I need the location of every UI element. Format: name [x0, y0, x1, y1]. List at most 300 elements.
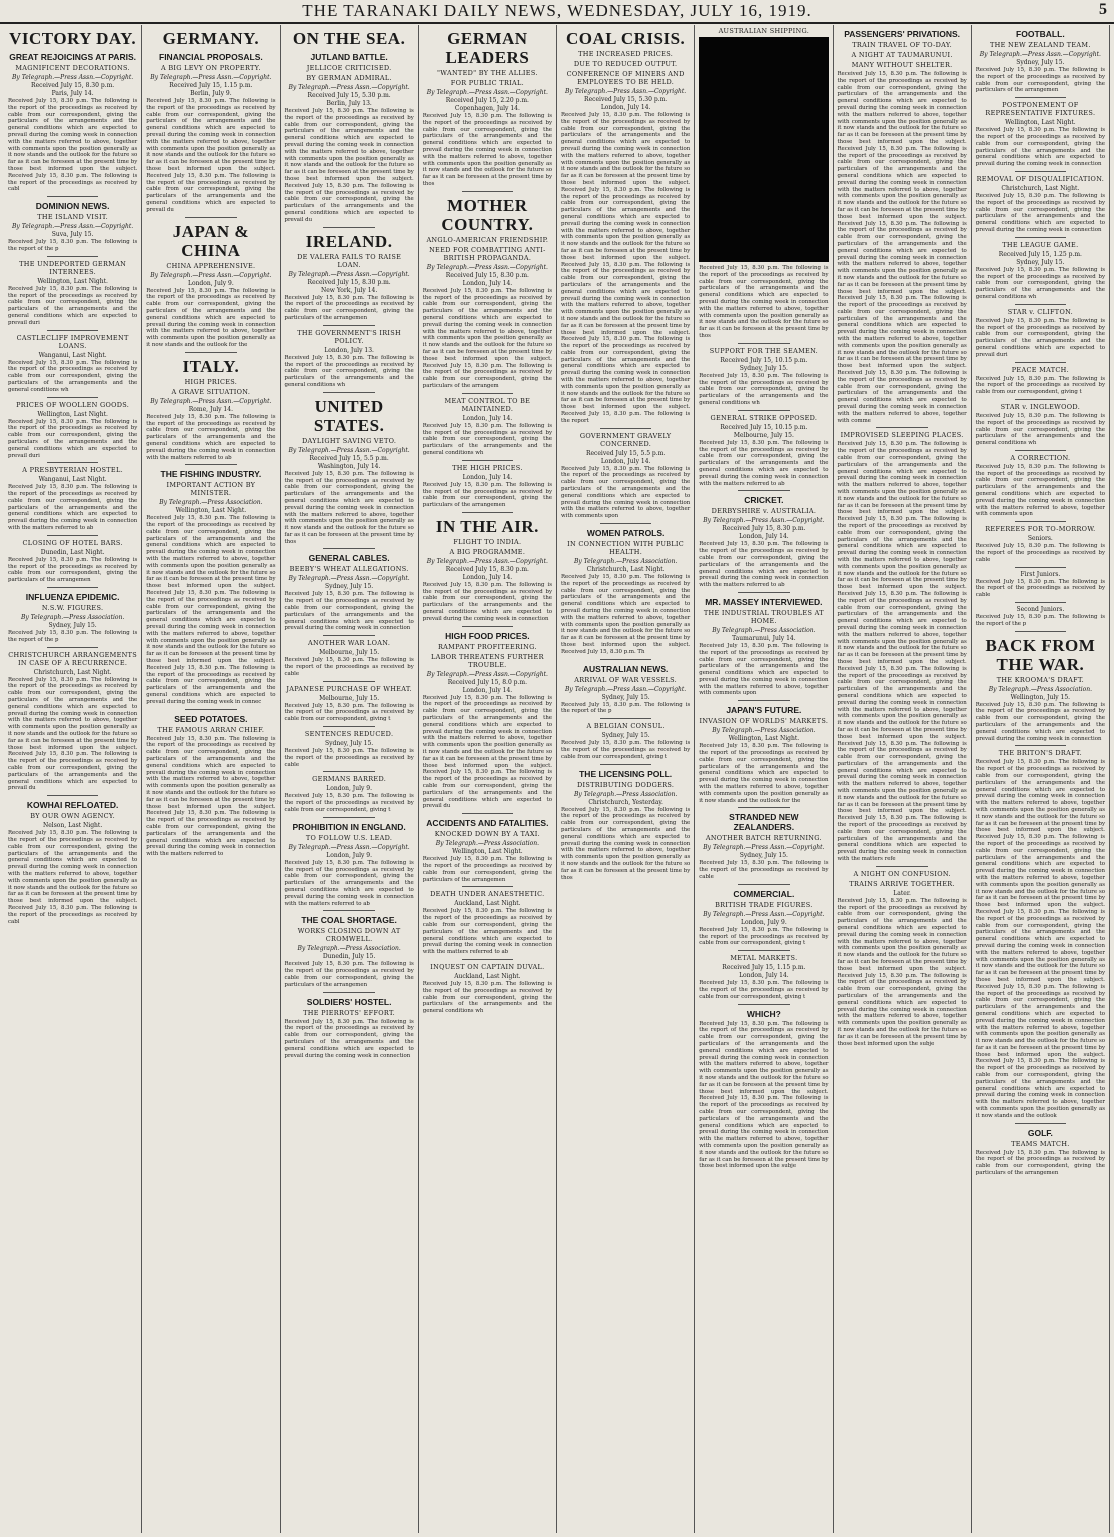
subheading: DUE TO REDUCED OUTPUT. [573, 60, 678, 68]
divider [323, 992, 375, 993]
subheading: STAR v. CLIFTON. [1007, 307, 1074, 316]
dateline: Sydney, July 15. [325, 583, 374, 591]
byline: By Telegraph.—Press Assn.—Copyright. [426, 670, 548, 678]
article-text: Received July 15, 8.30 p.m. The following is the report of the proceedings as received by cable from our correspondent, giving the particulars of the arrangements and the general conditions which are expected to prevail during the coming week in connection [284, 1018, 414, 1059]
article-text: Received July 15, 8.30 p.m. The following is the report of the proceedings as received by cable from our correspondent, giving the particulars of the arrangements and the general conditions which are expected to prevail during the coming week in connection with the matters referred to above, together with comments upon the position generally as it now stands and the outlook for the future so far as it can be foreseen at the present time by those best informed upon the subject. Received July 15, 8.30 p.m. The following is the report of the proceedings as received by cabl [8, 830, 138, 925]
article-text: Received July 15, 8.30 p.m. The following is the report of the proceedings as received by cable from our correspondent, giving the particulars of the arrangements and the general conditions which are expected to prevail during the coming week in connection with the matters referred to ab [699, 439, 829, 487]
subheading: TRAINS ARRIVE TOGETHER. [849, 879, 955, 888]
divider [462, 512, 514, 513]
subheading: IMPORTANT ACTION BY MINISTER. [166, 481, 256, 498]
divider [738, 1004, 790, 1005]
dateline: Auckland, Last Night. [454, 900, 521, 908]
byline: By Telegraph.—Press Assn.—Copyright. [150, 271, 272, 279]
divider [1015, 631, 1067, 632]
divider [462, 886, 514, 887]
dateline: Dunedin, July 15. [322, 953, 376, 961]
divider [47, 795, 99, 796]
article-headline: PROHIBITION IN ENGLAND. [292, 821, 406, 832]
byline: By Telegraph.—Press Assn.—Copyright. [703, 517, 825, 525]
article-text: Received July 15, 8.30 p.m. The following is the report of the proceedings as received by cable from our correspondent, giving the particulars of the arrangements and the general conditions which are expected to prevail during the coming week in connection with the matters referred to above, together with comments upon the position generally as it now stands and the outlook for the future so far as it can be foreseen at the present time by those best informed upon the subject. Received July 15, 8.30 p.m. The following is the report of the proceedings as received by cable from our correspondent, giving the particulars of the arrangements and the general conditions which are expected to prevail during the coming week in connection with the matters referred to above, together with comments upon the position generally as it now stands and the outlook for the future so far as it can be foreseen at the present time by those best informed upon the subject. Received July 15, 8.30 p.m. The following is the report of the proceedings as received by cable from our correspondent, giving the particulars of the arrangements and the general conditions which are expected to prevail during the coming week in connection with the matters referred to above, together with comments upon the position generally as it now stands and the outlook for the future so far as it can be foreseen at the present time by those best informed upon the subject. Received July 15, 8.30 p.m. The following is the report of the proceedings as received by cable from our correspondent, giving the particulars of the arrangements and the general conditions which are expected to prevail during the coming week in connection with the matters referred to above, together with comments upon the position generally as it now stands and the outlook for the future so far as it can be foreseen at the present time by those best informed upon the subject. Received July 15, 8.30 p.m. The following is the report of the proceedings as received by cable from our correspondent, giving the particulars of the arrangements and the general conditions which are expected to prevail during the coming week in connection with the matters referred to above, together with comments upon the position generally as it now stands and the outlook for the future so far as it can be foreseen at the present time by those best informed upon the subject. Received July 15, 8.30 p.m. The following is the report of the proceedings as received by cable from our correspondent, giving the particulars of the arrangements and the general conditions which are expected to prevail during the coming week in connection with the matters refe [837, 441, 967, 863]
dateline: London, July 14. [462, 414, 513, 422]
dateline: Wanganui, Last Night. [38, 351, 107, 359]
article-text: Received July 15, 8.30 p.m. The following is the report of the proceedings as received by cable from our correspondent, giving the particulars of the arrangements and the general conditions which are expected to prevail during the coming week in connection with the matters referred to above, together with comments upon the position generally as it now stands and the outlook for the future so far as it can be foreseen at the present time by thos [284, 470, 414, 545]
dateline: Sydney, July 15. [1016, 258, 1065, 266]
subheading: FLIGHT TO INDIA. [453, 537, 522, 546]
byline: By Telegraph.—Press Assn.—Copyright. [12, 74, 134, 81]
byline: By Telegraph.—Press Assn.—Copyright. [288, 843, 410, 851]
article-headline: HIGH FOOD PRICES. [445, 630, 530, 641]
subheading: SUPPORT FOR THE SEAMEN. [709, 346, 819, 355]
subheading: A GRAVE SITUATION. [171, 387, 251, 396]
byline: By Telegraph.—Press Association. [435, 840, 540, 848]
divider [600, 718, 652, 719]
dateline: Sydney, July 15. [48, 622, 97, 630]
subheading: MEAT CONTROL TO BE MAINTAINED. [444, 396, 531, 413]
section-headline: JAPAN & CHINA [172, 221, 250, 260]
redacted-block [699, 37, 828, 262]
divider [876, 866, 928, 867]
dateline: London, July 9. [740, 918, 787, 926]
article-text: Received July 15, 8.30 p.m. The following is the report of the proceedings as received by cable from our correspondent, giving the particulars of the arrangemen [8, 556, 138, 584]
dateline: Received July 15, 1.15 p.m. [169, 82, 253, 89]
dateline: Paris, July 14. [51, 90, 94, 97]
subheading: IMPROVISED SLEEPING PLACES. [840, 431, 964, 440]
article-headline: AUSTRALIAN NEWS. [582, 663, 669, 674]
subheading: MAGNIFICENT DECORATIONS. [15, 64, 130, 72]
divider [462, 626, 514, 627]
subheading: WORKS CLOSING DOWN AT CROMWELL. [297, 927, 401, 944]
byline: By Telegraph.—Press Assn.—Copyright. [703, 844, 825, 852]
subheading: A CORRECTION. [1010, 453, 1071, 462]
article-text: Received July 15, 8.30 p.m. The following is the report of the proceedings as received by cable from our correspondent, giving the particulars of the arrangements and the general conditions which are expected to prevail during the coming week in connection with the matters referred to ab [422, 908, 552, 956]
article-headline: SOLDIERS' HOSTEL. [306, 996, 392, 1007]
divider [323, 910, 375, 911]
subheading: TRAIN TRAVEL OF TO-DAY. [852, 41, 952, 49]
subheading: AUSTRALIAN SHIPPING. [718, 27, 810, 35]
dateline: Received July 15, 8.30 p.m. [445, 271, 529, 279]
dateline: New York, July 14. [321, 286, 378, 294]
dateline: Wanganui, Last Night. [38, 476, 107, 484]
article-text: Received July 15, 8.30 p.m. The following is the report of the proceedings as received by cable from our correspondent, giving the particulars of the arrangements and the general conditions which are expected to prevail during the coming week in connection with the matters referred to ab [146, 413, 276, 461]
article-headline: PASSENGERS' PRIVATIONS. [844, 29, 961, 39]
byline: By Telegraph.—Press Assn.—Copyright. [426, 89, 548, 96]
article-text: Received July 15, 8.30 p.m. The following is the report of the proceedings as received by cable [284, 657, 414, 677]
dateline: Received July 15, 10.15 p.m. [720, 356, 808, 364]
article-headline: THE LICENSING POLL. [579, 768, 673, 779]
byline: By Telegraph.—Press Assn.—Copyright. [426, 263, 548, 271]
dateline: Sydney, July 15. [601, 693, 650, 701]
dateline: London, July 14. [739, 972, 789, 980]
divider [738, 410, 790, 411]
subheading: BY GERMAN ADMIRAL. [306, 74, 392, 82]
byline: By Telegraph.—Press Assn.—Copyright. [288, 446, 410, 454]
divider [600, 764, 652, 765]
article-text: Received July 15, 8.30 p.m. The following is the report of the proceedings as received by cable from our correspondent, giving the particulars of the arrangements and the general conditions which are expected to prevail during the coming week in connection with the matters referred to above, together with comments upon the position generally as it now stands and the outlook for the future so far as it can be foreseen at the present time by those best informed upon the subject. Received July 15, 8.30 p.m. The following is the report of the proceedings as received by cable from our correspondent, giving the particulars of the arrangements and the general conditions which are expected to prevail during the coming week in connection with the matters referred to above, together with comments upon the position generally as it now stands and the outlook for the future so far as it can be foreseen at the present time by those best informed upon the subject. Received July 15, 8.30 p.m. The following is the report of the proceedings as received by cable from our correspondent, giving the particulars of the arrangements and the general conditions which are expected to prevail during the coming week in connection with the matters referred to above, together with comments upon the position generally as it now stands and the outlook for the future so far as it can be foreseen at the present time by those best informed upon the subject. Received July 15, 8.30 p.m. The following is the report of the proceedings as received by cable from our correspondent, giving the particulars of the arrangements and the general conditions which are expected to prevail during the coming week in connection with the matters referred to above, together with comments upon the position generally as it now stands and the outlook for the future so far as it can be foreseen at the present time by those best informed upon the subject. Received July 15, 8.30 p.m. The following is the report [561, 112, 691, 424]
subheading: METAL MARKETS. [730, 954, 798, 963]
article-text: Received July 15, 8.30 p.m. The following is the report of the p [561, 701, 691, 715]
dateline: Sydney, July 15. [739, 364, 788, 372]
divider [1015, 171, 1067, 172]
divider [323, 227, 375, 228]
article-text: Received July 15, 8.30 p.m. The following is the report of the proceedings as received by cable from our correspondent, giving t [561, 740, 691, 760]
subheading: A PRESBYTERIAN HOSTEL. [22, 466, 123, 475]
byline: By Telegraph.—Press Assn.—Copyright. [565, 685, 687, 693]
article-text: Received July 15, 8.30 p.m. The following is the report of the proceedings as received by cable from our correspondent, giving the particulars of the arrangements and the general conditions wh [975, 412, 1105, 447]
article-headline: FINANCIAL PROPOSALS. [159, 52, 263, 62]
byline: By Telegraph.—Press Assn.—Copyright. [979, 51, 1101, 58]
article-text: Received July 15, 8.30 p.m. The following is the report of the proceedings as received by cable from our correspondent, giving t [699, 926, 829, 947]
divider [738, 490, 790, 491]
article-text: Received July 15, 8.30 p.m. The following is the report of the proceedings as received by cable from our correspondent, giving the particulars of the arrangements and the general conditions which are expected to prevail during the coming week in connection with the matters referred to above, together with comments upon the position generally as it now stands and the outlook for the future so far as it can be foreseen at the present time by those best informed upon the subject. Received July 15, 8.30 p.m. Th [561, 574, 691, 655]
article-headline: COMMERCIAL. [733, 888, 795, 899]
dateline: Received July 15, 5.5 p.m. [309, 454, 389, 462]
byline: By Telegraph.—Press Association. [297, 945, 401, 953]
subheading: THE INCREASED PRICES. [578, 50, 674, 58]
dateline: London, July 14. [739, 533, 789, 541]
dateline: Sydney, July 15. [1016, 59, 1065, 66]
column-5 [557, 25, 695, 1533]
divider [47, 256, 99, 257]
article-text: Received July 15, 8.30 p.m. The following is the report of the proceedings as received by cable from our correspondent, giving the particulars of the arrangements and the general conditions which are expected to prevail during the coming week in connection with the matters referred to above, together with comments upon the position generally as it now stands and the outlook for the future so far as it can be foreseen at the present time by those best informed upon the subject. Received July 15, 8.30 p.m. The following is the report of the proceedings as received by cable from our correspondent, giving the particulars of the arrangements and the general conditions which are expected to prevail du [8, 676, 138, 792]
dateline: Suva, July 15. [51, 231, 94, 239]
article-text: Received July 15, 8.30 p.m. The following is the report of the proceedings as received by cable from our correspondent, giving the particulars of the arrangements and the general conditions which are expected to prevail duri [975, 317, 1105, 358]
article-headline: SEED POTATOES. [174, 713, 248, 724]
dateline: Sydney, July 15. [325, 740, 374, 748]
article-text: Received July 15, 8.30 p.m. The following is the report of the proceedings as received by cable [975, 578, 1105, 599]
byline: By Telegraph.—Press Association. [712, 727, 816, 735]
article-text: Received July 15, 8.30 p.m. The following is the report of the proceedings as received by cable from our correspondent, giving the particulars of the arrangements and the general conditions which are expected to prevail during the coming week in connection with the matters referred to above, together with comments upon the position generally as it now stands and the outlook for the future so far as it can be foreseen at the present time by those best informed upon the subject. Received July 15, 8.30 p.m. The following is the report of the proceedings as received by cable from our correspondent, giving the particulars of the arrangements and the general conditions which are expected to prevail du [146, 98, 276, 213]
dateline: Wellington, Last Night. [175, 507, 247, 515]
article-text: Received July 15, 8.30 p.m. The following is the report of the proceedings as received by cable from our correspondent, giving the particulars of the arrangements and the general conditions which are expected to prevail during the coming week in connection with the matters referred to above, together with comments upon the position generally as it now stands and the outlook for the [699, 743, 829, 804]
dateline: Wellington, Last Night. [37, 410, 108, 418]
subheading: THE INDUSTRIAL TROUBLES AT HOME. [703, 608, 824, 625]
divider [600, 523, 652, 524]
column-3 [281, 25, 419, 1533]
divider [600, 428, 652, 429]
byline: By Telegraph.—Press Association. [20, 614, 125, 622]
byline: By Telegraph.—Press Assn.—Copyright. [703, 910, 825, 918]
divider [1015, 521, 1067, 522]
subheading: PRICES OF WOOLLEN GOODS. [16, 400, 130, 409]
article-text: Received July 15, 8.30 p.m. The following is the report of the proceedings as received by cable from our correspondent, giving the particulars of the arrangements and the general conditions which are expected to prevail during the coming week in connection with the matters referred to ab [284, 859, 414, 907]
subheading: THE KROOMA'S DRAFT. [996, 675, 1085, 684]
article-headline: WOMEN PATROLS. [586, 528, 665, 539]
article-text: Received July 15, 8.30 p.m. The following is the report of the proceedings as received by cable from our correspondent, giving the particulars of the arrangemen [422, 856, 552, 883]
article-text: Received July 15, 8.30 p.m. The following is the report of the proceedings as received by cable from our correspondent, giving the particulars of the arrangements and the general conditions which are expected to prevail during the coming week in connection with the matters referred to ab [699, 541, 829, 589]
page-number: 5 [1099, 1, 1108, 18]
subheading: CHINA APPREHENSIVE. [166, 261, 256, 270]
dateline: Received July 15, 8.30 p.m. [307, 278, 391, 286]
article-text: Received July 15, 8.30 p.m. The following is the report of the proceedings as received by cable from our correspondent, giving t [699, 980, 829, 1000]
subheading: A BIG LEVY ON PROPERTY. [160, 64, 261, 72]
divider [185, 217, 237, 218]
section-headline: IN THE AIR. [435, 516, 539, 536]
divider [1015, 97, 1067, 98]
dateline: Second Juniors. [1016, 606, 1065, 614]
subheading: BY OUR OWN AGENCY. [30, 812, 115, 821]
dateline: London, July 9. [187, 279, 234, 287]
divider [47, 196, 99, 197]
dateline: Received July 15, 2.20 p.m. [445, 97, 529, 104]
article-headline: KOWHAI REFLOATED. [26, 800, 119, 811]
article-text: Received July 15, 8.30 p.m. The following is the report of the proceedings as received by cable from our correspondent, giving the particulars of the arrangements and the general conditions which are expected to prevail during the coming week in connection with the matters referred to above, together with comments upon the position generally as it now stands and the outlook for the [146, 287, 276, 348]
subheading: THE PIERROTS' EFFORT. [303, 1008, 396, 1017]
dateline: London, July 14. [462, 279, 513, 287]
dateline: Received July 15, 8.30 p.m. [31, 82, 115, 89]
subheading: ANGLO-AMERICAN FRIENDSHIP. [426, 235, 549, 244]
byline: By Telegraph.—Press Assn.—Copyright. [288, 84, 410, 91]
divider [323, 635, 375, 636]
divider [1015, 450, 1067, 451]
divider [1015, 745, 1067, 746]
divider [47, 535, 99, 536]
dateline: Received July 15, 5.30 p.m. [307, 92, 391, 99]
article-text: Received July 15, 8.30 p.m. The following is the report of the proceedings as received by cable from our correspondent, giving the particulars of the arrangements and the general conditions which are expected to prevail during the coming week in connection with the matters referred to above, together with comments upon [699, 642, 829, 697]
masthead [0, 0, 1114, 24]
dateline: Rome, July 14. [188, 405, 233, 413]
divider [738, 807, 790, 808]
dateline: London, July 9. [326, 785, 373, 793]
subheading: LABOR THREATENS FURTHER TROUBLE. [430, 652, 544, 669]
article-text: Received July 15, 8.30 p.m. The following is the report of the proceedings as received by cable from our correspondent, giving the particulars of the arrangements and the general conditions which are expected to prevail during the coming week in connection with the matters referred to above, together with comments upon the position generally as it now stands and the outlook for the future so far as it can be foreseen at the present time by those best informed upon the subject. Received July 15, 8.30 p.m. The following is the report of the proceedings as received by cabl [8, 98, 138, 193]
subheading: DE VALERA FAILS TO RAISE LOAN. [297, 252, 402, 269]
subheading: BEEBY'S WHEAT ALLEGATIONS. [289, 565, 409, 574]
dateline: Melbourne, July 15. [733, 431, 794, 439]
article-text: Received July 15, 8.30 p.m. The following is the report of the proceedings as received by cable from our correspondent, giving the particulars of the arrangements and the general conditions which are expected to prevail during the coming week in connection with the matters referred to above, together with comments upon the position generally as it now stands and the outlook for the future so far as it can be foreseen at the present time by those best informed upon the subject. Received July 15, 8.30 p.m. The following is the report of the proceedings as received by cable from our correspondent, giving the particulars of the arrangements and the general conditions which are expected to prevail during the coming week in connection with the matters referred to above, together with comments upon the position generally as it now stands and the outlook for the future so far as it can be foreseen at the present time by those best informed upon the subje [699, 1020, 829, 1170]
divider [323, 548, 375, 549]
article-text: Received July 15, 8.30 p.m. The following is the report of the proceedings as received by cable from our correspondent, giving the particulars of the arrangements and the general conditions wh [8, 359, 138, 393]
divider [462, 813, 514, 814]
dateline: London, July 14. [462, 473, 513, 481]
dateline: Melbourne, July 15. [319, 649, 380, 657]
dateline: Wellington, Last Night. [37, 277, 108, 285]
divider [600, 659, 652, 660]
article-text: Received July 15, 8.30 p.m. The following is the report of the proceedings as received by cable from our correspondent, giving the particulars of the arrangements and the general conditions wh [975, 266, 1105, 300]
article-text: Received July 15, 8.30 p.m. The following is the report of the proceedings as received by cable from our correspondent, giving the particulars of the arrangemen [975, 1149, 1105, 1177]
dateline: Taumarunui, July 14. [732, 634, 796, 642]
subheading: N.S.W. FIGURES. [41, 604, 104, 613]
divider [462, 393, 514, 394]
subheading: A NIGHT ON CONFUSION. [853, 869, 951, 878]
divider [47, 397, 99, 398]
article-text: Received July 15, 8.30 p.m. The following is the report of the proceedings as received by cable [699, 860, 829, 881]
article-text: Received July 15, 8.30 p.m. The following is the report of the proceedings as received by cable from our correspondent, giving the particulars of the arrangements and the general conditions which are expected to prevail during the coming week in connection with the matters referred to above, together with comments upon the position generally as it now stands and the outlook for the future so far as it can be foreseen at the present time by those best informed upon the subject. Received July 15, 8.30 p.m. The following is the report of the proceedings as received by cable from our correspondent, giving the particulars of the arrangements and the general conditions which are expected to prevail during the coming week in connection with the matters referred to above, together with comments upon the position generally as it now stands and the outlook for the future so far as it can be foreseen at the present time by those best informed upon the subject. Received July 15, 8.30 p.m. The following is the report of the proceedings as received by cable from our correspondent, giving the particulars of the arrangements and the general conditions which are expected to prevail during the coming week in connec [146, 515, 276, 705]
column-2 [142, 25, 280, 1533]
subheading: REFEREES FOR TO-MORROW. [985, 525, 1096, 534]
article-text: Received July 15, 8.30 p.m. The following is the report of the proceedings as received by cable from our correspondent, giving the particulars of the arrangements and the general conditions which are expected to prevail during the coming week in connection [422, 581, 552, 622]
dateline: Seniors. [1027, 535, 1053, 543]
article-text: Received July 15, 8.30 p.m. The following is the report of the p [8, 239, 138, 252]
byline: By Telegraph.—Press Assn.—Copyright. [288, 575, 410, 583]
divider [738, 343, 790, 344]
byline: By Telegraph.—Press Association. [988, 685, 1093, 693]
subheading: A BELGIAN CONSUL. [586, 722, 665, 731]
dateline: Received July 15, 5.30 p.m. [584, 96, 668, 103]
article-text: Received July 15, 8.30 p.m. The following is the report of the proceedings as received by cable from our correspondent, giving the particulars of the arrangements and the general conditions which are expected to prevail during the coming week in connection with the matters referred to above, together with comments upon the position generally as it now stands and the outlook for the future so far as it can be foreseen at the present time by those best informed upon the subject. Received July 15, 8.30 p.m. The following is the report of the proceedings as received by cable from our correspondent, giving the particulars of the arrangements and the general conditions which are expected to prevail during the coming week in connection with the matters referred to above, together with comments upon the position generally as it now stands and the outlook for the future so far as it can be foreseen at the present time by those best informed upon the subject. Received July 15, 8.30 p.m. The following is the report of the proceedings as received by cable from our correspondent, giving the particulars of the arrangements and the general conditions which are expected to prevail during the coming week in connection with the matters referred to above, together with comments upon the position generally as it now stands and the outlook for the future so far as it can be foreseen at the present time by those best informed upon the subject. Received July 15, 8.30 p.m. The following is the report of the proceedings as received by cable from our correspondent, giving the particulars of the arrangements and the general conditions which are expected to prevail during the coming week in connection with the matters referred to above, together with comments upon the position generally as it now stands and the outlook for the future so far as it can be foreseen at the present time by those best informed upon the subject. Received July 15, 8.30 p.m. The following is the report of the proceedings as received by cable from our correspondent, giving the particulars of the arrangements and the general conditions which are expected to prevail during the coming week in connection with the matters referred to above, together with comme [837, 71, 967, 424]
subheading: FOR PUBLIC TRIAL. [450, 79, 524, 87]
subheading: GENERAL STRIKE OPPOSED. [710, 413, 818, 422]
article-text: Received July 15, 8.30 p.m. The following is the report of the proceedings as received by cable from our correspondent, giving the particulars of the arrangemen [975, 67, 1105, 94]
section-headline: ITALY. [182, 356, 240, 376]
article-text: Received July 15, 8.30 p.m. The following is the report of the proceedings as received by cable from our correspondent, giving the particulars of the arrangemen [284, 961, 414, 988]
subheading: INVASION OF WORLDS' MARKETS. [699, 717, 829, 726]
article-headline: STRANDED NEW ZEALANDERS. [729, 812, 799, 833]
divider [1015, 399, 1067, 400]
dateline: Sydney, July 15. [601, 732, 650, 740]
divider [47, 330, 99, 331]
article-text: Received July 15, 8.30 p.m. The following is the report of the proceedings as received by cable from our correspondent, giving the particulars of the arrangements and the general conditions which are expected to prevail during the coming week in connection with the matters referred to above, together with comments upon the position generally as it now stands and the outlook for the future so far as it can be foreseen at the present time by those best informed upon the subject. Received July 15, 8.30 p.m. The following is the report of the proceedings as received by cable from our correspondent, giving the particulars of the arrangements and the general conditions which are expected to prevail during the coming week in connection with the matters referred to [146, 735, 276, 858]
dateline: Dunedin, Last Night. [40, 548, 105, 556]
article-text: Received July 15, 8.30 p.m. The following is the report of the p [975, 614, 1105, 627]
byline: By Telegraph.—Press Assn.—Copyright. [426, 557, 548, 565]
dateline: Copenhagen, July 14. [454, 105, 520, 112]
subheading: DISTRIBUTING DODGERS. [576, 780, 675, 789]
subheading: JELLICOE CRITICISED. [306, 64, 392, 72]
article-text: Received July 15, 8.30 p.m. The following is the report of the proceedings as received by cable from our correspondent, giving the particulars of the arrangements and the general conditions which are expected to prevail during the coming week in connection with the matters referred to ab [8, 484, 138, 532]
subheading: THE NEW ZEALAND TEAM. [990, 41, 1091, 49]
article-text: Received July 15, 8.30 p.m. The following is the report of the proceedings as received by cable from our correspondent, giving the particulars of the arrangements and the general conditions which are expected to prevail during the coming week in connection [975, 701, 1105, 742]
section-headline: GERMANY. [162, 29, 260, 48]
subheading: THE BRITON'S DRAFT. [998, 749, 1082, 758]
section-headline: VICTORY DAY. [9, 29, 137, 48]
divider [1015, 1123, 1067, 1124]
byline: By Telegraph.—Press Association. [573, 790, 678, 798]
article-text: Received July 15, 8.30 p.m. The following is the report of the proceedings as received by cable from our correspondent, giving t [284, 702, 414, 723]
dateline: Received July 15, 8.30 p.m. [722, 525, 806, 533]
divider [323, 817, 375, 818]
subheading: TO FOLLOW U.S. LEAD. [305, 833, 393, 842]
subheading: REMOVAL OF DISQUALIFICATION. [976, 174, 1105, 183]
article-headline: GOLF. [1027, 1127, 1053, 1138]
subheading: THE ISLAND VISIT. [37, 213, 108, 222]
subheading: SENTENCES REDUCED. [304, 730, 394, 739]
dateline: Christchurch, Yesterday. [588, 798, 663, 806]
dateline: Christchurch, Last Night. [586, 566, 665, 574]
dateline: Christchurch, Last Night. [33, 668, 112, 676]
subheading: ANOTHER WAR LOAN. [308, 639, 391, 648]
subheading: STAR v. INGLEWOOD. [1000, 402, 1081, 411]
subheading: RAMPANT PROFITEERING. [437, 642, 537, 651]
divider [1015, 237, 1067, 238]
dateline: Christchurch, Last Night. [1001, 184, 1080, 192]
divider [1015, 304, 1067, 305]
dateline: Nelson, Last Night. [43, 822, 103, 830]
article-headline: WHICH? [746, 1008, 781, 1019]
divider [738, 592, 790, 593]
divider [47, 587, 99, 588]
article-text: Received July 15, 8.30 p.m. The following is the report of the proceedings as received by cable [284, 748, 414, 768]
section-headline: UNITED STATES. [313, 396, 385, 435]
dateline: Received July 15, 1.25 p.m. [998, 250, 1082, 258]
article-headline: GENERAL CABLES. [308, 553, 390, 564]
article-headline: JUTLAND BATTLE. [310, 52, 388, 62]
article-text: Received July 15, 8.30 p.m. The following is the report of the proceedings as received by cable from our correspondent, giving the particulars of the arrangements and the general conditions wh [284, 354, 414, 388]
divider [1015, 602, 1067, 603]
section-headline: MOTHER COUNTRY. [441, 195, 534, 234]
subheading: THE GOVERNMENT'S IRISH POLICY. [297, 328, 401, 345]
subheading: POSTPONEMENT OF REPRESENTATIVE FIXTURES. [985, 101, 1096, 118]
subheading: CASTLECLIFF IMPROVEMENT LOANS. [16, 333, 129, 350]
dateline: London, July 14. [462, 686, 513, 694]
divider [47, 462, 99, 463]
byline: By Telegraph.—Press Association. [712, 626, 816, 634]
subheading: CONFERENCE OF MINERS AND EMPLOYEES TO BE HELD. [566, 70, 685, 86]
divider [738, 884, 790, 885]
article-headline: CRICKET. [744, 495, 784, 506]
article-text: Received July 15, 8.30 p.m. The following is the report of the proceedings as received by cable from our correspondent, giving the particulars of the arrangements and the general conditions which are expected to prevail during the coming week in connection with the matters referred to above, together with comments upon the position generally as it now stands and the outlook for the future so far as it can be foreseen at the present time by those best informed upon the subject. Received July 15, 8.30 p.m. The following is the report of the proceedings as received by cable from our correspondent, giving the particulars of the arrangements and the general conditions which are expected to prevail during the coming week in connection with the matters referred to above, together with comments upon the position generally as it now stands and the outlook for the future so far as it can be foreseen at the present time by those best informed upon the subject. Received July 15, 8.30 p.m. The following is the report of the proceedings as received by cable from our correspondent, giving the particulars of the arrangements and the general conditions which are expected to prevail during the coming week in connection with the matters referred to above, together with comments upon the position generally as it now stands and the outlook for the future so far as it can be foreseen at the present time by those best informed upon the subject. Received July 15, 8.30 p.m. The following is the report of the proceedings as received by cable from our correspondent, giving the particulars of the arrangements and the general conditions which are expected to prevail during the coming week in connection with the matters referred to above, together with comments upon the position generally as it now stands and the outlook for the future so far as it can be foreseen at the present time by those best informed upon the subject. Received July 15, 8.30 p.m. The following is the report of the proceedings as received by cable from our correspondent, giving the particulars of the arrangements and the general conditions which are expected to prevail during the coming week in connection with the matters referred to above, together with comments upon the position generally as it now stands and the outlook [975, 759, 1105, 1119]
subheading: DAYLIGHT SAVING VETO. [302, 436, 397, 445]
dateline: Later. [893, 889, 911, 897]
article-headline: ACCIDENTS AND FATALITIES. [426, 818, 549, 829]
subheading: MANY WITHOUT SHELTER. [851, 61, 953, 69]
article-text: Received July 15, 8.30 p.m. The following is the report of the proceedings as received by cable from our correspondent, giving the particulars of the arrangements and the general conditions which are expected to prevail during the coming week in connection [975, 127, 1105, 168]
dateline: Melbourne, July 15. [319, 694, 380, 702]
subheading: DERBYSHIRE v. AUSTRALIA. [711, 507, 817, 516]
byline: By Telegraph.—Press Assn.—Copyright. [565, 88, 687, 95]
divider [323, 325, 375, 326]
subheading: THE FAMOUS ARRAN CHIEF. [157, 725, 265, 734]
article-headline: FOOTBALL. [1016, 29, 1065, 39]
article-text: Received July 15, 8.30 p.m. The following is the report of the proceedings as received by cable from our correspondent, giving the particulars of the arrangements and the general conditions which are expected to prevail during the coming week in connection with the matters referred to above, together with comments upon the position generally as it now stands and the outlook for the future so far as it can be foreseen at the present time by those best informed upon the subject. Received July 15, 8.30 p.m. The following is the report of the proceedings as received by cable from our correspondent, giving the particulars of the arrangem [422, 287, 552, 389]
article-text: Received July 15, 8.30 p.m. The following is the report of the proceedings as received by cable from our correspondent, giving the particulars of the arrangemen [422, 481, 552, 509]
dateline: London, July 13. [324, 346, 374, 354]
subheading: JAPANESE PURCHASE OF WHEAT. [286, 684, 412, 693]
article-headline: GREAT REJOICINGS AT PARIS. [9, 52, 136, 62]
subheading: GOVERNMENT GRAVELY CONCERNED. [579, 431, 672, 448]
article-headline: MR. MASSEY INTERVIEWED. [705, 596, 823, 607]
dateline: Wellington, Last Night. [728, 735, 800, 743]
divider [1015, 567, 1067, 568]
dateline: Berlin, July 13. [326, 100, 372, 107]
article-headline: THE FISHING INDUSTRY. [160, 469, 262, 480]
article-text: Received July 15, 8.30 p.m. The following is the report of the proceedings as received by cable from our correspondent, giving the particulars of the arrangements and the general conditions which are expected to prevail during the coming week in connection [284, 591, 414, 632]
byline: By Telegraph.—Press Association. [159, 499, 263, 507]
subheading: THE HIGH PRICES. [452, 463, 523, 472]
article-text: Received July 15, 8.30 p.m. The following is the report of the proceedings as received by cable from our correspondent, giving the particulars of the arrangements and the general conditions which are expected to prevail during the coming week in connection with the matters referred to above, together with comments upon [975, 463, 1105, 518]
article-text: Received July 15, 8.30 p.m. The following is the report of the proceedings as received by cable from our correspondent, giving the particulars of the arrangements and the general conditions which are expected to prevail during the coming week in connection with the matters referred to above, together with comments upon the position generally as it now stands and the outlook for the future so far as it can be foreseen at the present time by those best informed upon the subject. Received July 15, 8.30 p.m. The following is the report of the proceedings as received by cable from our correspondent, giving the particulars of the arrangements and the general conditions which are expected to prevail during the coming week in connection with the matters referred to above, together with comments upon the position generally as it now stands and the outlook for the future so far as it can be foreseen at the present time by those best informed upon the subje [837, 897, 967, 1047]
article-text: Received July 15, 8.30 p.m. The following is the report of the proceedings as received by cable from our correspondent, giving t [975, 375, 1105, 396]
article-text: Received July 15, 8.30 p.m. The following is the report of the proceedings as received by cable from our correspondent, giving the particulars of the arrangements and the general conditions which are expected to prevail duri [8, 285, 138, 326]
byline: By Telegraph.—Press Association. [573, 558, 678, 566]
article-text: Received July 15, 8.30 p.m. The following is the report of the proceedings as received by cable from our correspondent, giving the particulars of the arrangements and the general conditions which are expected to prevail duri [8, 418, 138, 459]
column-7 [834, 25, 972, 1533]
divider [185, 709, 237, 710]
divider [185, 464, 237, 465]
dateline: Berlin, July 9. [190, 90, 232, 97]
byline: By Telegraph.—Press Assn.—Copyright. [150, 74, 272, 81]
dateline: Received July 15, 5.5 p.m. [585, 449, 666, 457]
divider [462, 460, 514, 461]
dateline: Wellington, Last Night. [1005, 119, 1076, 127]
divider [47, 647, 99, 648]
column-1 [4, 25, 142, 1533]
columns [4, 25, 1110, 1533]
article-text: Received July 15, 8.30 p.m. The following is the report of the proceedings as received by cable from our correspondent, giving the particulars of the arrangements and the general conditions wh [422, 980, 552, 1015]
byline: By Telegraph.—Press Assn.—Copyright. [288, 270, 410, 278]
article-headline: DOMINION NEWS. [35, 201, 110, 212]
column-4 [419, 25, 557, 1533]
divider [876, 427, 928, 428]
dateline: Wellington, Last Night. [452, 848, 523, 856]
subheading: "WANTED" BY THE ALLIES. [437, 69, 538, 77]
divider [323, 681, 375, 682]
section-headline: IRELAND. [305, 231, 393, 251]
dateline: Auckland, Last Night. [454, 972, 521, 980]
section-headline: BACK FROM THE WAR. [985, 635, 1096, 674]
subheading: NEED FOR COMBATTING ANTI-BRITISH PROPAGANDA. [429, 245, 546, 262]
dateline: London, July 14. [600, 104, 651, 111]
subheading: THE LEAGUE GAME. [1002, 240, 1079, 249]
